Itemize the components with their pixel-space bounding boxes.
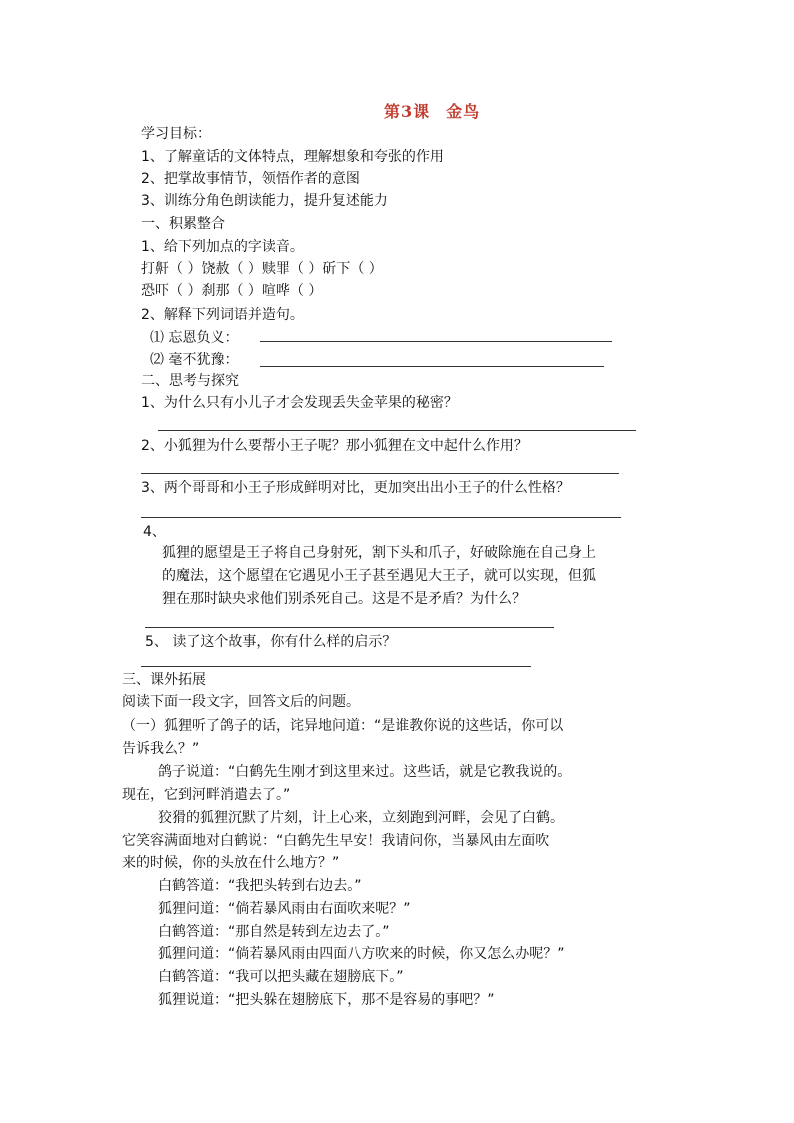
section2-q4-line: 狸在那时缺央求他们别杀死自己。这是不是矛盾？为什么？ bbox=[162, 591, 526, 607]
section2-q4-line: 的魔法，这个愿望在它遇见小王子甚至遇见大王子，就可以实现，但狐 bbox=[162, 568, 596, 584]
section2-q3: 3、两个哥哥和小王子形成鲜明对比，更加突出出小王子的什么性格？ bbox=[141, 480, 570, 496]
lesson-name: 金鸟 bbox=[446, 102, 481, 121]
section1-q1: 1、给下列加点的字读音。 bbox=[141, 239, 304, 255]
word-2-label: ⑵ 毫不犹豫： bbox=[150, 352, 239, 368]
pinyin-row-2: 恐吓（ ）刹那（ ）喧哗（ ） bbox=[141, 283, 323, 299]
goal-item: 3、训练分角色朗读能力，提升复述能力 bbox=[141, 193, 388, 209]
goal-item: 1、了解童话的文体特点，理解想象和夸张的作用 bbox=[141, 149, 444, 165]
passage-line: 白鹤答道：“我可以把头藏在翅膀底下。” bbox=[158, 969, 404, 985]
goal-item: 2、把掌故事情节，领悟作者的意图 bbox=[141, 171, 360, 187]
word-2-answer-line[interactable] bbox=[260, 366, 604, 367]
passage-line: 白鹤答道：“那自然是转到左边去了。” bbox=[158, 924, 390, 940]
pinyin-row-1: 打鼾（ ）饶赦（ ）赎罪（ ）斫下（ ） bbox=[141, 261, 383, 277]
word-1-label: ⑴ 忘恩负义： bbox=[150, 330, 239, 346]
passage-line: 白鹤答道：“我把头转到右边去。” bbox=[158, 878, 362, 894]
passage-line: 现在，它到河畔消遣去了。” bbox=[122, 787, 291, 803]
q2-answer-line[interactable] bbox=[141, 473, 619, 474]
passage-line: 来的时候，你的头放在什么地方？” bbox=[122, 855, 340, 871]
q1-answer-line[interactable] bbox=[158, 430, 636, 431]
passage-line: 狐狸问道：“倘若暴风雨由四面八方吹来的时候，你又怎么办呢？” bbox=[158, 946, 565, 962]
section3-intro: 阅读下面一段文字，回答文后的问题。 bbox=[122, 694, 360, 710]
section2-q4-line: 狐狸的愿望是王子将自己身射死，割下头和爪子，好破除施在自己身上 bbox=[162, 545, 596, 561]
passage-line: 告诉我么？” bbox=[122, 741, 200, 757]
page-title bbox=[384, 99, 480, 122]
passage-line: 它笑容满面地对白鹤说：“白鹤先生早安！我请问你，当暴风由左面吹 bbox=[122, 833, 550, 849]
lesson-number: 第3课 bbox=[384, 102, 431, 121]
goals-heading: 学习目标： bbox=[141, 126, 211, 142]
passage-line: 鸽子说道：“白鹤先生刚才到这里来过。这些话，就是它教我说的。 bbox=[158, 764, 572, 780]
passage-line: 狡猾的狐狸沉默了片刻，计上心来，立刻跑到河畔，会见了白鹤。 bbox=[158, 810, 564, 826]
section1-q2: 2、解释下列词语并造句。 bbox=[141, 307, 304, 323]
q3-answer-line[interactable] bbox=[141, 517, 621, 518]
section2-q2: 2、小狐狸为什么要帮小王子呢？那小狐狸在文中起什么作用？ bbox=[141, 438, 528, 454]
section2-q4-number: 4、 bbox=[143, 524, 166, 540]
q4-answer-line[interactable] bbox=[145, 627, 554, 628]
section2-q5: 5、 读了这个故事，你有什么样的启示？ bbox=[145, 634, 397, 650]
section3-heading: 三、课外拓展 bbox=[122, 672, 206, 688]
passage-line: 狐狸问道：“倘若暴风雨由右面吹来呢？” bbox=[158, 901, 411, 917]
passage-line: （一）狐狸听了鸽子的话，诧异地问道：“是谁教你说的这些话，你可以 bbox=[122, 718, 564, 734]
passage-line: 狐狸说道：“把头躲在翅膀底下，那不是容易的事吧？” bbox=[158, 992, 495, 1008]
section2-heading: 二、思考与探究 bbox=[141, 373, 239, 389]
word-1-answer-line[interactable] bbox=[260, 341, 612, 342]
section1-heading: 一、积累整合 bbox=[141, 216, 225, 232]
section2-q1: 1、为什么只有小儿子才会发现丢失金苹果的秘密？ bbox=[141, 395, 458, 411]
q5-answer-line[interactable] bbox=[141, 666, 531, 667]
